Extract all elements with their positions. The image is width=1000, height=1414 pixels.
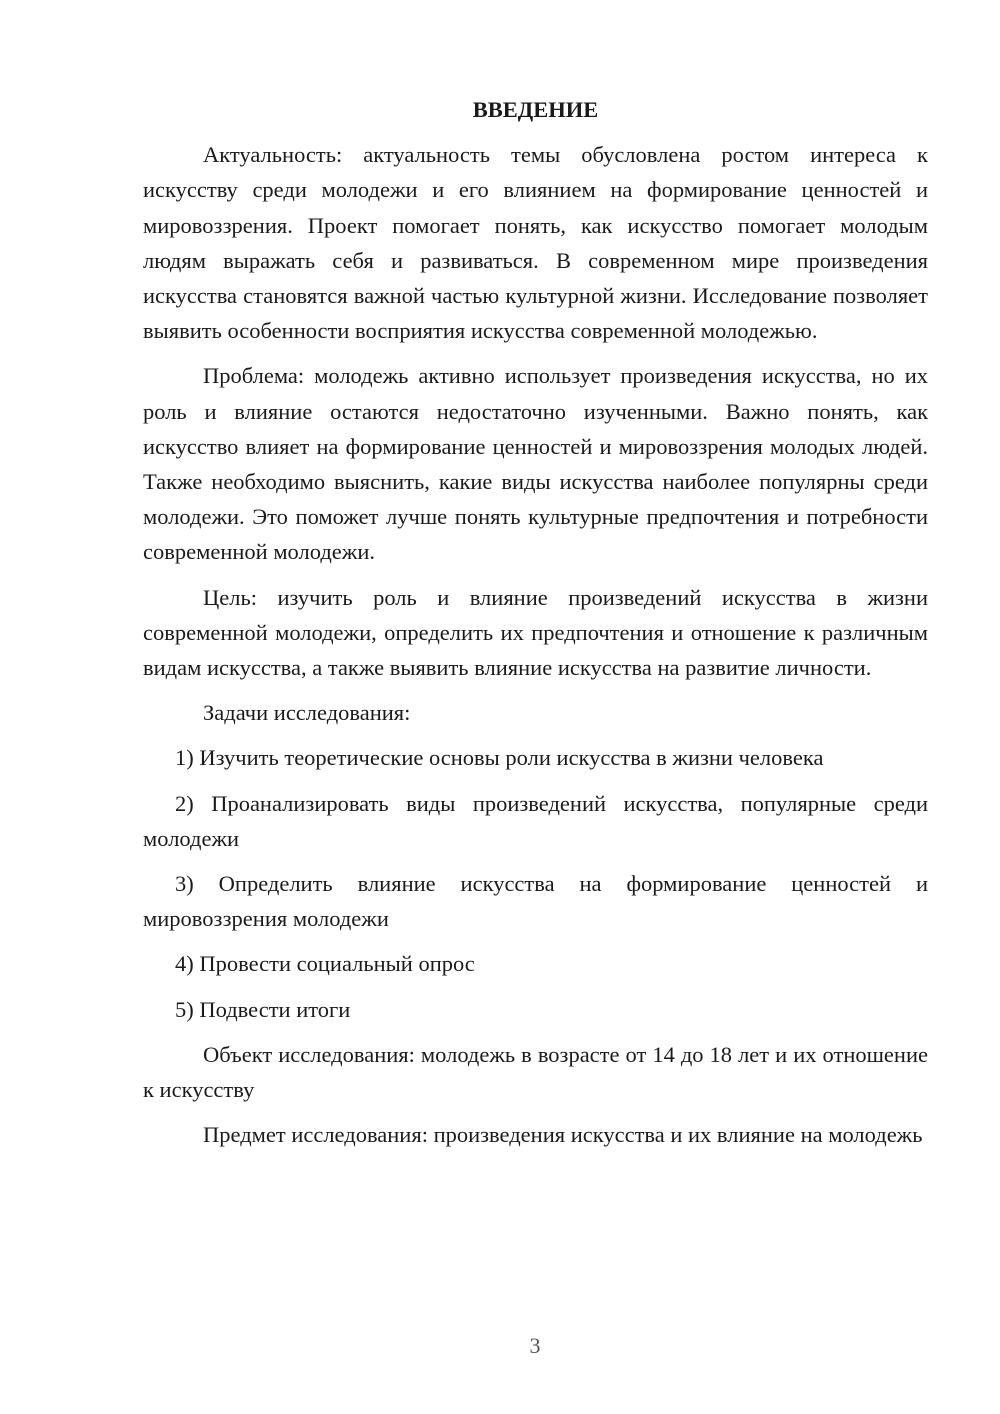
task-item-2: 2) Проанализировать виды произведений искусства, популярные среди молодежи — [143, 790, 928, 851]
page-number: 3 — [529, 1333, 541, 1358]
document-body — [143, 92, 928, 1162]
task-item-3: 3) Определить влияние искусства на формирование ценностей и мировоззрения молодежи — [143, 871, 928, 932]
object-paragraph: Объект исследования: молодежь в возрасте от 14 до 18 лет и их отношение к искусству — [143, 1041, 928, 1103]
subject-paragraph: Предмет исследования: произведения искусства и их влияние на молодежь — [203, 1122, 923, 1148]
relevance-paragraph: Актуальность: актуальность темы обусловлена ростом интереса к искусству среди молодежи и его влиянием на формирование ценностей и мировоззрения. Проект помогает понять, как искусство помогает молодым людям выражать себя и развиваться. В современном мире произведения искусства становятся важной частью культурной жизни. Исследование позволяет выявить особенности восприятия искусства современной молодежью. — [143, 142, 928, 344]
task-item-4: 4) Провести социальный опрос — [175, 951, 475, 977]
problem-paragraph: Проблема: молодежь активно использует произведения искусства, но их роль и влияние остаются недостаточно изученными. Важно понять, как искусство влияет на формирование ценностей и мировоззрения молодых людей. Также необходимо выяснить, какие виды искусства наиболее популярны среди молодежи. Это поможет лучше понять культурные предпочтения и потребности современной молодежи. — [143, 363, 928, 565]
section-heading: ВВЕДЕНИЕ — [472, 97, 599, 122]
goal-paragraph: Цель: изучить роль и влияние произведений искусства в жизни современной молодежи, определить их предпочтения и отношение к различным видам искусства, а также выявить влияние искусства на развитие личности. — [143, 584, 928, 681]
task-item-1: 1) Изучить теоретические основы роли искусства в жизни человека — [175, 745, 824, 771]
tasks-heading: Задачи исследования: — [203, 700, 411, 726]
task-item-5: 5) Подвести итоги — [175, 996, 351, 1022]
